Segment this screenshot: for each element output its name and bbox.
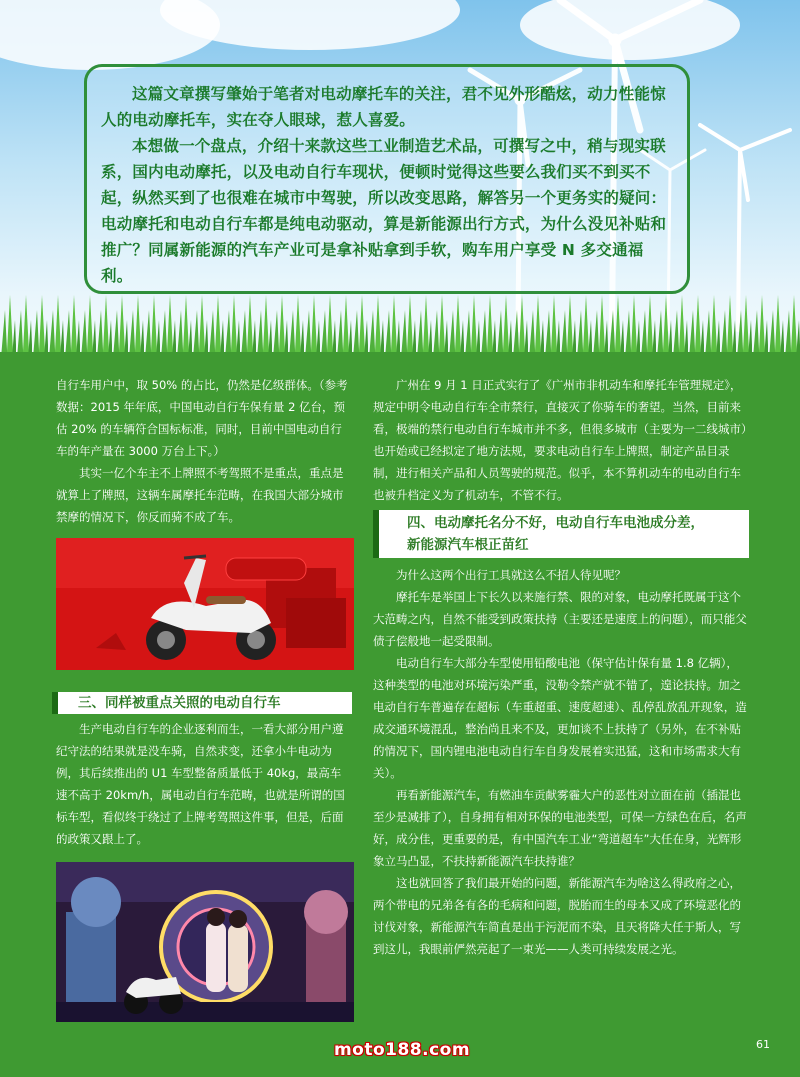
page-number: 61 bbox=[756, 1038, 770, 1051]
site-watermark: moto188.com bbox=[333, 1040, 471, 1060]
body-paragraph: 自行车用户中，取 50% 的占比，仍然是亿级群体。（参考数据：2015 年年底，中国电动自行车保有量 2 亿台，预估 20% 的车辆符合国标标准，同时，目前中国电动自行车的年产量在 3000 万台上下。） bbox=[56, 378, 348, 458]
body-paragraph: 摩托车是举国上下长久以来施行禁、限的对象，电动摩托既属于这个大范畴之内，自然不能受到政策扶持（主要还是速度上的问题），而只能父债子偿般地一起受限制。 bbox=[373, 590, 747, 648]
body-paragraph: 生产电动自行车的企业逐利而生，一看大部分用户遵纪守法的结果就是没车骑，自然求变，还拿小牛电动为例，其后续推出的 U1 车型整备质量低于 40kg，最高车速不高于 20km/h，属电动自行车范畴，也就是所谓的国标车型，看似终于绕过了上牌考驾照这件事，但是，后面的政策又跟上了。 bbox=[56, 722, 345, 846]
body-paragraph: 为什么这两个出行工具就这么不招人待见呢？ bbox=[396, 568, 626, 582]
intro-box bbox=[84, 64, 690, 294]
right-column bbox=[373, 374, 749, 960]
section-heading bbox=[373, 510, 749, 558]
intro-paragraph: 这篇文章撰写肇始于笔者对电动摩托车的关注，君不见外形酷炫，动力性能惊人的电动摩托车，实在夺人眼球，惹人喜爱。 bbox=[101, 85, 666, 129]
body-paragraph: 其实一亿个车主不上牌照不考驾照不是重点，重点是就算上了牌照，这辆车属摩托车范畴，在我国大部分城市禁摩的情况下，你反而骑不成了车。 bbox=[56, 466, 344, 524]
scooter-photo-red bbox=[56, 538, 354, 670]
section-heading-line: 新能源汽车根正苗红 bbox=[407, 537, 529, 553]
scooter-arcade-photo bbox=[56, 862, 354, 1022]
section-heading: 三、同样被重点关照的电动自行车 bbox=[52, 692, 352, 714]
body-paragraph: 再看新能源汽车，有燃油车贡献雾霾大户的恶性对立面在前（插混也至少是减排了），自身拥有相对环保的电池类型，可保一方绿色在后，名声好，成分佳，更重要的是，有中国汽车工业“弯道超车”大任在身，光辉形象立马凸显，不扶持新能源汽车扶持谁？ bbox=[373, 788, 747, 868]
body-paragraph: 广州在 9 月 1 日正式实行了《广州市非机动车和摩托车管理规定》，规定中明令电动自行车全市禁行，直接灭了你骑车的奢望。当然，目前来看，极端的禁行电动自行车城市并不多，但很多城市（主要为一二线城市）也开始或已经拟定了地方法规，要求电动自行车上牌照，制定产品目录制，进行相关产品和人员驾驶的规范。似乎，本不算机动车的电动自行车也被升档定义为了机动车，不管不行。 bbox=[373, 378, 747, 502]
section-heading-line: 四、电动摩托名分不好，电动自行车电池成分差， bbox=[407, 515, 704, 531]
intro-paragraph: 本想做一个盘点，介绍十来款这些工业制造艺术品，可撰写之中，稍与现实联系，国内电动摩托，以及电动自行车现状，便顿时觉得这些要么我们买不到买不起，纵然买到了也很难在城市中驾驶，所以改变思路，解答另一个更务实的疑问：电动摩托和电动自行车都是纯电动驱动，算是新能源出行方式，为什么没见补贴和推广？同属新能源的汽车产业可是拿补贴拿到手软，购车用户享受 N 多交通福利。 bbox=[101, 137, 667, 285]
body-paragraph: 电动自行车大部分车型使用铅酸电池（保守估计保有量 1.8 亿辆），这种类型的电池对环境污染严重，没勒令禁产就不错了，遑论扶持。加之电动自行车普遍存在超标（车重超重、速度超速）、乱停乱放乱开现象，造成交通环境混乱，整治尚且来不及，更加谈不上扶持了（另外，在不补贴的情况下，国内锂电池电动自行车自身发展着实迅猛，这和市场需求大有关）。 bbox=[373, 656, 747, 780]
grass-border bbox=[0, 290, 800, 370]
body-paragraph: 这也就回答了我们最开始的问题，新能源汽车为啥这么得政府之心，两个带电的兄弟各有各的毛病和问题，脱胎而生的母本又成了环境恶化的讨伐对象，新能源汽车简直是出于污泥而不染，且天将降大任于斯人，写到这儿，我眼前俨然亮起了一束光——人类可持续发展之光。 bbox=[373, 876, 741, 956]
